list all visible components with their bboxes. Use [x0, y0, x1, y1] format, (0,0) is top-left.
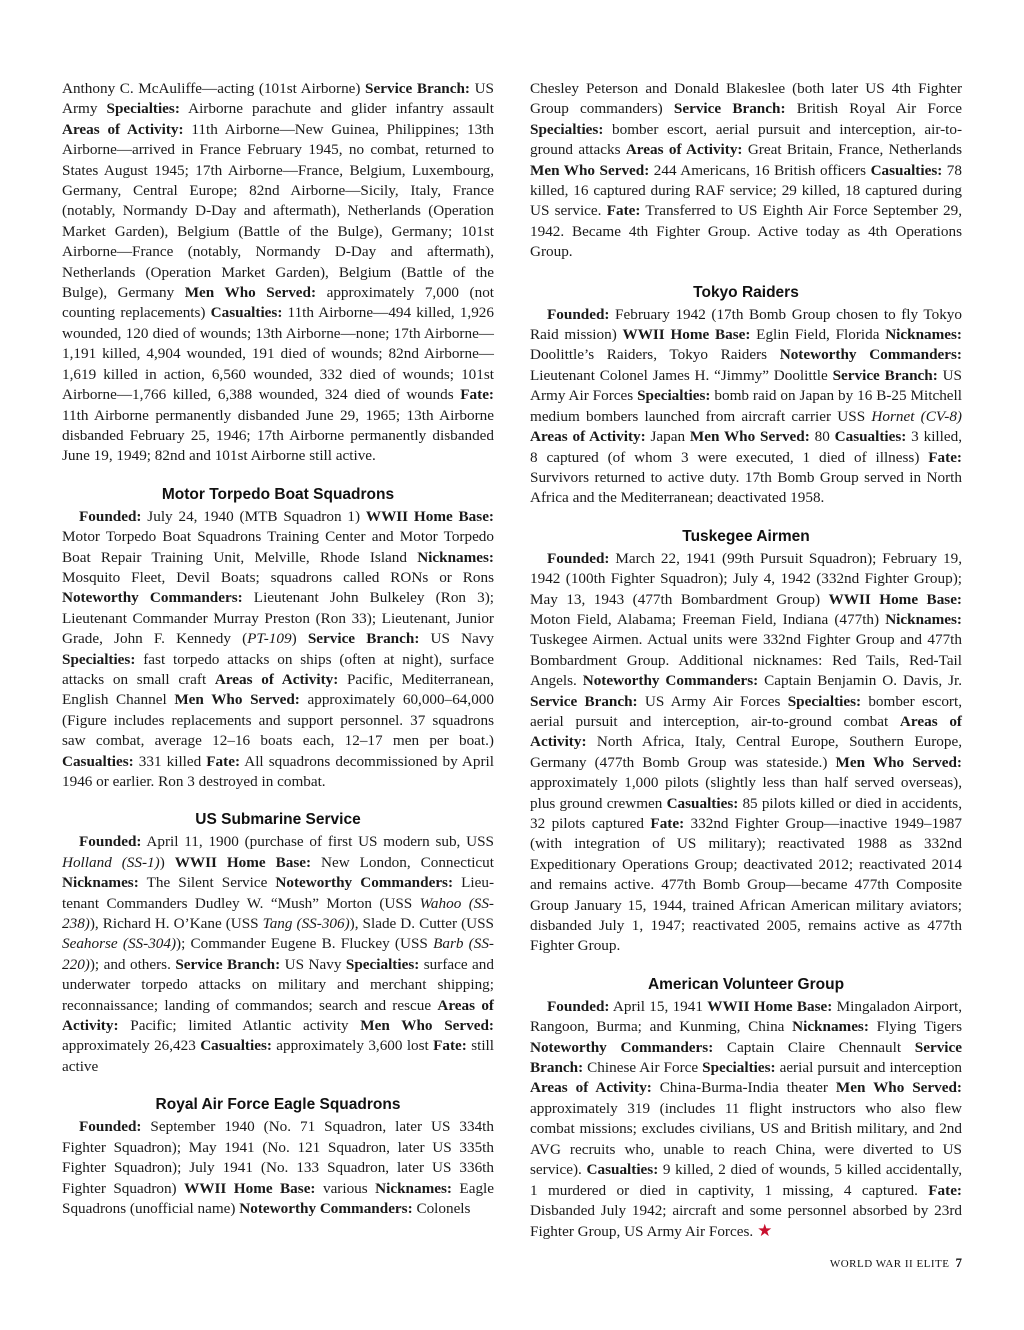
- section-heading-submarine: US Submarine Service: [195, 811, 361, 829]
- page-number: 7: [955, 1255, 962, 1270]
- section-heading-american-volunteer-group: American Volunteer Group: [647, 975, 845, 993]
- end-mark-star-icon: ★: [757, 1221, 773, 1241]
- right-column: [530, 79, 962, 1243]
- section-heading-eagle-squadrons: Royal Air Force Eagle Squadrons: [155, 1096, 401, 1114]
- tuskegee-paragraph: Founded: March 22, 1941 (99th Pursuit Squadron); February 19, 1942 (100th Fighter Squadron); July 4, 1942 (332nd Fighter Group); May 13, 1943 (477th Bombardment Group) WWII Home Base: Moton Field, Alabama; Freeman Field, Indiana (477th) Nicknames: Tuskegee Airmen. Actual units were 332nd Fighter Group and 477th Bombardment Group. Additional nicknames: Red Tails, Red-Tail Angels. Noteworthy Commanders: Captain Benjamin O. Davis, Jr. Service Branch: US Army Air Forces Specialties: bomber escort, aerial pursuit and interception, air-to-ground combat Areas of Activity: North Africa, Italy, Central Europe, Southern Europe, Germany (477th Bomb Group was stateside.) Men Who Served: approximately 1,000 pilots (slightly less than half served overseas), plus ground crewmen Casualties: 85 pilots killed or died in accidents, 32 pilots captured Fate: 332nd Fighter Group—inactive 1949–1987 (with integration of US military); reactivated 1988 as 332nd Expeditionary Operations Group; deactivated 2012; reactivated 2014 and remains active. 477th Bomb Group—became 477th Composite Group January 15, 1944, trained African American military aviators; disbanded July 1, 1947; reactivated 2005, remains active as 477th Fighter Group.: [530, 549, 963, 955]
- page-footer: [830, 1255, 962, 1271]
- section-heading-motor-torpedo: Motor Torpedo Boat Squadrons: [161, 485, 395, 503]
- motor-torpedo-paragraph: Founded: July 24, 1940 (MTB Squadron 1) WWII Home Base: Motor Torpedo Boat Squadrons Training Center and Motor Torpedo Boat Repair Training Unit, Melville, Rhode Island Nicknames: Mosquito Fleet, Devil Boats; squadrons called RONs or Rons Noteworthy Commanders: Lieutenant John Bulkeley (Ron 3); Lieutenant Commander Murray Preston (Ron 33); Lieutenant, Junior Grade, John F. Kennedy (PT-109) Service Branch: US Navy Specialties: fast torpedo attacks on ships (often at night), surface attacks on small craft Areas of Activity: Pacific, Mediterranean, English Channel Men Who Served: approximately 60,000–64,000 (Figure includes replacements and support personnel. 37 squadrons saw combat, average 12–16 boats each, 12–17 men per boat.) Casualties: 331 killed Fate: All squadrons decommissioned by April 1946 or earlier. Ron 3 destroyed in combat.: [62, 507, 495, 790]
- eagle-squadrons-continuation-paragraph: Chesley Peterson and Donald Blakeslee (both later US 4th Fighter Group commanders) Service Branch: British Royal Air Force Specialties: bomber escort, aerial pursuit and interception, air-to-ground attacks Areas of Activity: Great Britain, France, Netherlands Men Who Served: 244 Americans, 16 British officers Casualties: 78 killed, 16 captured during RAF service; 29 killed, 18 captured during US service. Fate: Transferred to US Eighth Air Force September 29, 1942. Became 4th Fighter Group. Active today as 4th Operations Group.: [530, 80, 962, 261]
- left-column: [62, 79, 494, 1219]
- american-volunteer-group-paragraph: Founded: April 15, 1941 WWII Home Base: Mingaladon Airport, Rangoon, Burma; and Kunming, China Nicknames: Flying Tigers Noteworthy Commanders: Captain Claire Chennault Service Branch: Chinese Air Force Specialties: aerial pursuit and interception Areas of Activity: China-Burma-India theater Men Who Served: approximately 319 (includes 11 flight instructors who also flew combat missions; excludes civilians, US and British military, and 2nd AVG recruits who, unable to reach China, were diverted to US service). Casualties: 9 killed, 2 died of wounds, 5 killed accidentally, 1 murdered or died in captivity, 1 missing, 4 captured. Fate: Disbanded July 1942; aircraft and some personnel absorbed by 23rd Fighter Group, US Army Air Forces. ★: [530, 997, 963, 1241]
- section-heading-tokyo-raiders: Tokyo Raiders: [693, 283, 799, 301]
- airborne-continuation-paragraph: Anthony C. McAuliffe—acting (101st Airborne) Service Branch: US Army Specialties: Airborne parachute and glider infantry assault Areas of Activity: 11th Airborne—New Guinea, Philippines; 13th Airborne—arrived in France February 1945, no combat, returned to States August 1945; 17th Airborne—France, Belgium, Luxembourg, Germany, Central Europe; 82nd Airborne—Sicily, Italy, France (notably, Normandy D-Day and aftermath), Netherlands (Operation Market Garden), Belgium (Battle of the Bulge), Germany; 101st Airborne—France (notably, Normandy D-Day and aftermath), Netherlands (Operation Market Garden), Belgium (Battle of the Bulge), Germany Men Who Served: approximately 7,000 (not counting replacements) Casualties: 11th Airborne—494 killed, 1,926 wounded, 120 died of wounds; 13th Airborne—none; 17th Airborne—1,191 killed, 4,904 wounded, 191 died of wounds; 82nd Airborne—1,619 killed in action, 6,560 wounded, 332 died of wounds; 101st Airborne—1,766 killed, 6,388 wounded, 324 died of wounds Fate: 11th Airborne permanently disbanded June 29, 1965; 13th Airborne disbanded February 25, 1946; 17th Airborne permanently disbanded June 19, 1949; 82nd and 101st Airborne still active.: [62, 80, 495, 465]
- eagle-squadrons-paragraph: Founded: September 1940 (No. 71 Squadron, later US 334th Fighter Squadron); May 1941 (No. 121 Squadron, later US 335th Fighter Squadron); July 1941 (No. 133 Squadron, later US 336th Fighter Squadron) WWII Home Base: various Nicknames: Eagle Squadrons (unofficial name) Noteworthy Commanders: Colonels: [62, 1118, 495, 1217]
- section-heading-tuskegee: Tuskegee Airmen: [682, 527, 810, 545]
- tokyo-raiders-paragraph: Founded: February 1942 (17th Bomb Group chosen to fly Tokyo Raid mission) WWII Home Base: Eglin Field, Florida Nicknames: Doolittle’s Raiders, Tokyo Raiders Noteworthy Commanders: Lieutenant Colonel James H. “Jimmy” Doolittle Service Branch: US Army Air Forces Specialties: bomb raid on Japan by 16 B-25 Mitchell medium bombers launched from aircraft carrier USS Hornet (CV-8) Areas of Activity: Japan Men Who Served: 80 Casualties: 3 killed, 8 captured (of whom 3 were executed, 1 died of illness) Fate: Survivors returned to active duty. 17th Bomb Group served in North Africa and the Mediterranean; deactivated 1958.: [530, 305, 962, 507]
- running-title: WORLD WAR II ELITE: [829, 1258, 950, 1270]
- submarine-paragraph: Founded: April 11, 1900 (purchase of first US modern sub, USS Holland (SS-1)) WWII Home Base: New London, Connecticut Nicknames: The Silent Service Noteworthy Commanders: Lieutenant Commanders Dudley W. “Mush” Morton (USS Wahoo (SS-238)), Richard H. O’Kane (USS Tang (SS-306)), Slade D. Cutter (USS Seahorse (SS-304)); Commander Eugene B. Fluckey (USS Barb (SS-220)); and others. Service Branch: US Navy Specialties: surface and underwater torpedo attacks on military and merchant shipping; reconnaissance; landing of commandos; search and rescue Areas of Activity: Pacific; limited Atlantic activity Men Who Served: approximately 26,423 Casualties: approximately 3,600 lost Fate: still active: [62, 833, 494, 1075]
